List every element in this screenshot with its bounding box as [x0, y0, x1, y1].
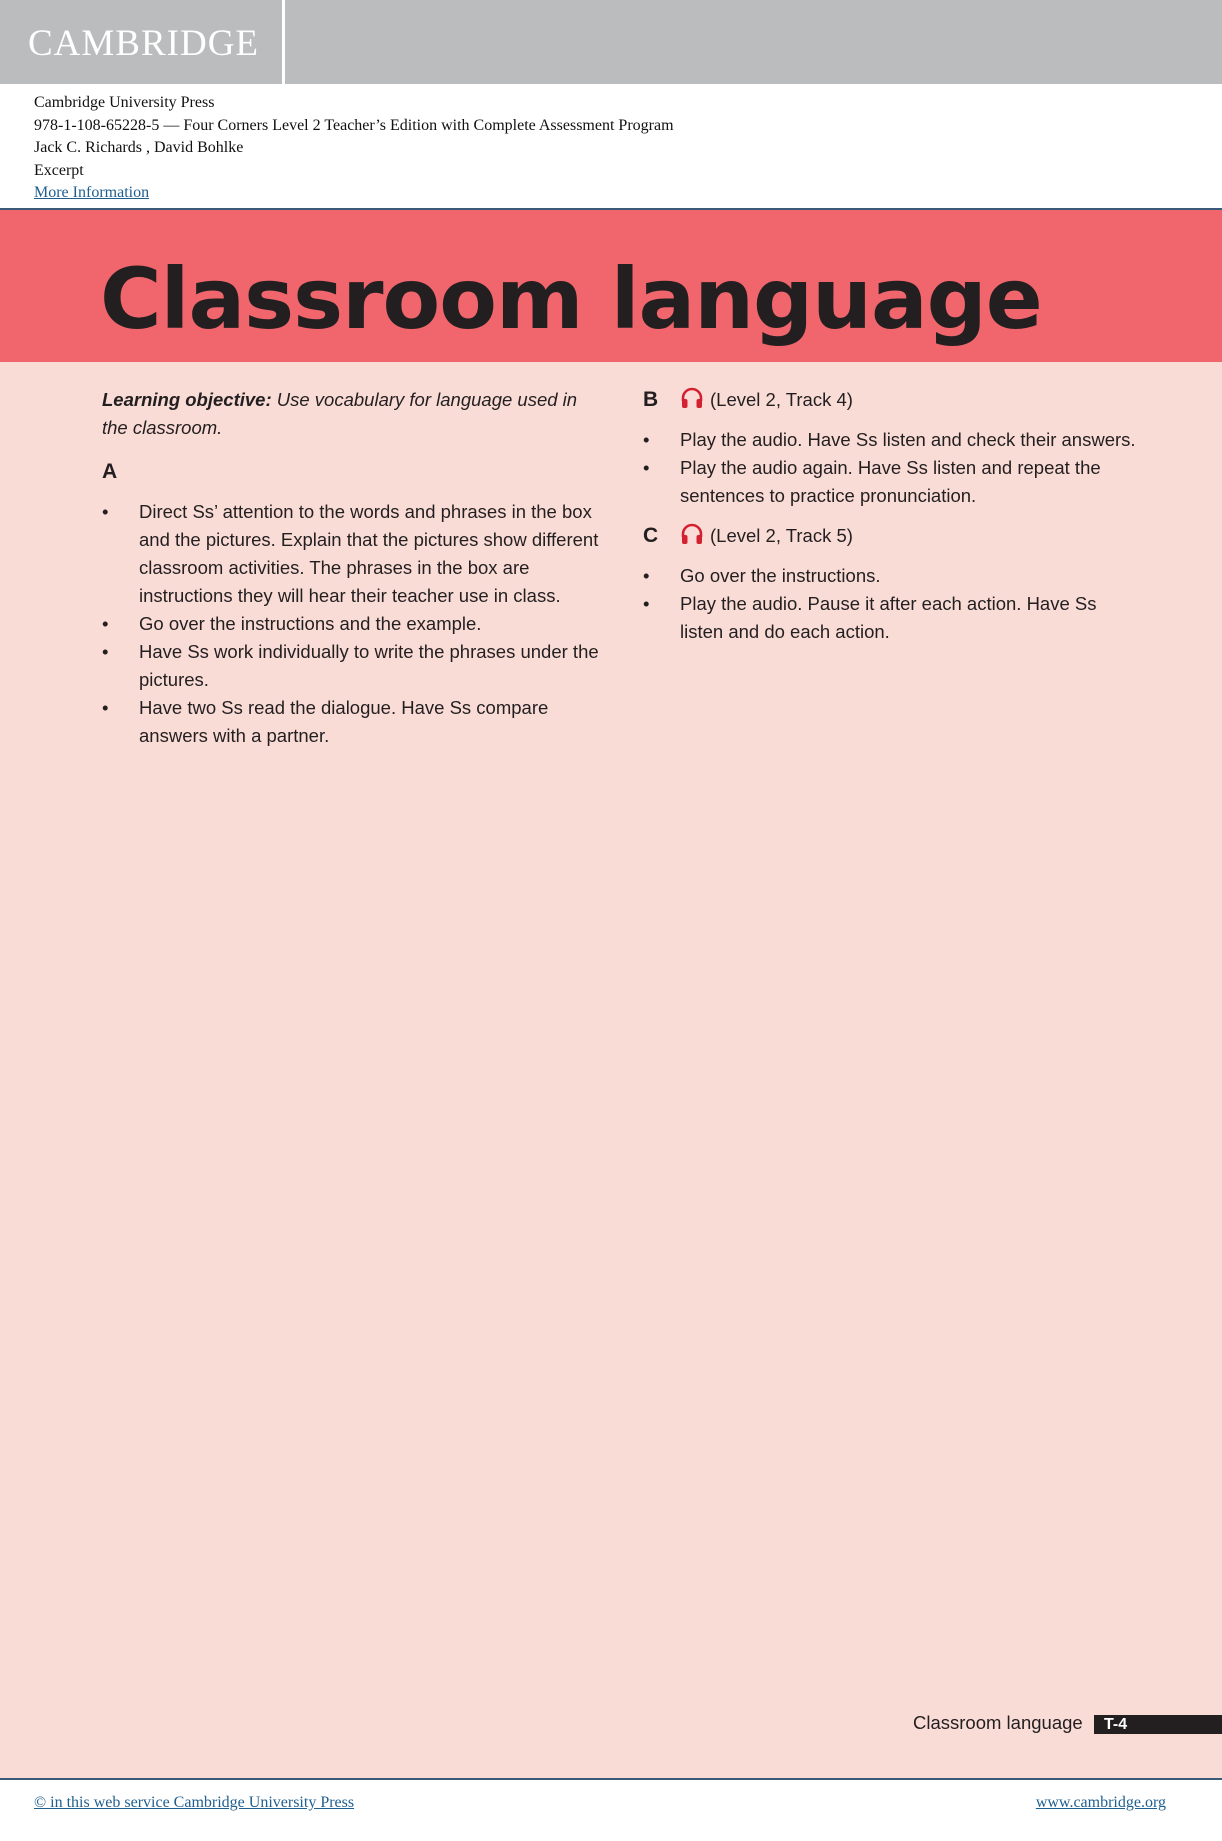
list-item-text: Go over the instructions and the example.	[139, 613, 482, 634]
more-information-link[interactable]: More Information	[34, 184, 150, 201]
track-label: (Level 2, Track 5)	[710, 525, 853, 546]
authors: Jack C. Richards , David Bohlke	[34, 139, 244, 156]
objective-text: Use vocabulary for language used in the classroom.	[102, 389, 578, 438]
copyright-link[interactable]: © in this web service Cambridge University Press	[34, 1794, 355, 1811]
list-item-text: Direct Ss’ attention to the words and phrases in the box and the pictures. Explain that the pictures show different classroom activities. The phrases in the box are instructions they will hear their teacher use in class.	[139, 501, 599, 606]
list-item	[102, 638, 602, 694]
section-c-list	[643, 562, 1143, 646]
website-link[interactable]: www.cambridge.org	[1035, 1794, 1166, 1811]
list-item-text: Have two Ss read the dialogue. Have Ss compare answers with a partner.	[139, 697, 549, 746]
list-item	[643, 454, 1143, 510]
publisher-name: Cambridge University Press	[34, 94, 215, 111]
section-letter-b: B	[643, 388, 659, 411]
title-banner	[0, 210, 1222, 362]
top-header-bar	[0, 0, 1222, 84]
section-letter-c: C	[643, 524, 659, 547]
list-item	[643, 426, 1143, 454]
section-b-list	[643, 426, 1143, 510]
list-item-text: Go over the instructions.	[680, 565, 881, 586]
list-item	[102, 610, 602, 638]
right-column	[643, 386, 1143, 658]
list-item-text: Play the audio. Pause it after each action. Have Ss listen and do each action.	[680, 593, 1097, 642]
bullet-dot: •	[102, 697, 109, 718]
track-reference	[680, 522, 853, 550]
isbn-title: 978-1-108-65228-5 — Four Corners Level 2 Teacher’s Edition with Complete Assessment Program	[34, 116, 674, 134]
list-item-text: Play the audio again. Have Ss listen and repeat the sentences to practice pronunciation.	[680, 457, 1101, 506]
bullet-dot: •	[643, 565, 650, 586]
objective-label: Learning objective:	[102, 389, 272, 410]
learning-objective	[102, 386, 602, 442]
bullet-dot: •	[643, 429, 650, 450]
list-item	[643, 590, 1143, 646]
footer-divider	[0, 1778, 1222, 1780]
content-type: Excerpt	[34, 161, 84, 179]
list-item	[102, 498, 602, 610]
cambridge-logo: CAMBRIDGE	[28, 23, 260, 64]
track-label: (Level 2, Track 4)	[710, 389, 853, 410]
book-metadata	[34, 92, 674, 205]
logo-divider	[282, 0, 285, 84]
left-column	[102, 386, 602, 762]
section-a-heading	[102, 458, 602, 486]
bullet-dot: •	[102, 641, 109, 662]
headphones-icon[interactable]	[680, 522, 704, 546]
bullet-dot: •	[102, 501, 109, 522]
headphones-icon[interactable]	[680, 386, 704, 410]
track-reference	[680, 386, 853, 414]
list-item	[102, 694, 602, 750]
page-number: T-4	[1104, 1716, 1128, 1733]
section-b-heading	[643, 386, 1143, 414]
page-content	[0, 362, 1222, 1778]
list-item-text: Play the audio. Have Ss listen and check their answers.	[680, 429, 1136, 450]
list-item	[643, 562, 1143, 590]
page-number-tag	[1094, 1715, 1222, 1734]
footer-section-label: Classroom language	[913, 1712, 1083, 1733]
bullet-dot: •	[102, 613, 109, 634]
list-item-text: Have Ss work individually to write the phrases under the pictures.	[139, 641, 599, 690]
section-a-list	[102, 498, 602, 750]
page-title: Classroom language	[100, 250, 1042, 348]
section-letter-a: A	[102, 460, 118, 483]
bullet-dot: •	[643, 593, 650, 614]
bullet-dot: •	[643, 457, 650, 478]
section-c-heading	[643, 522, 1143, 550]
